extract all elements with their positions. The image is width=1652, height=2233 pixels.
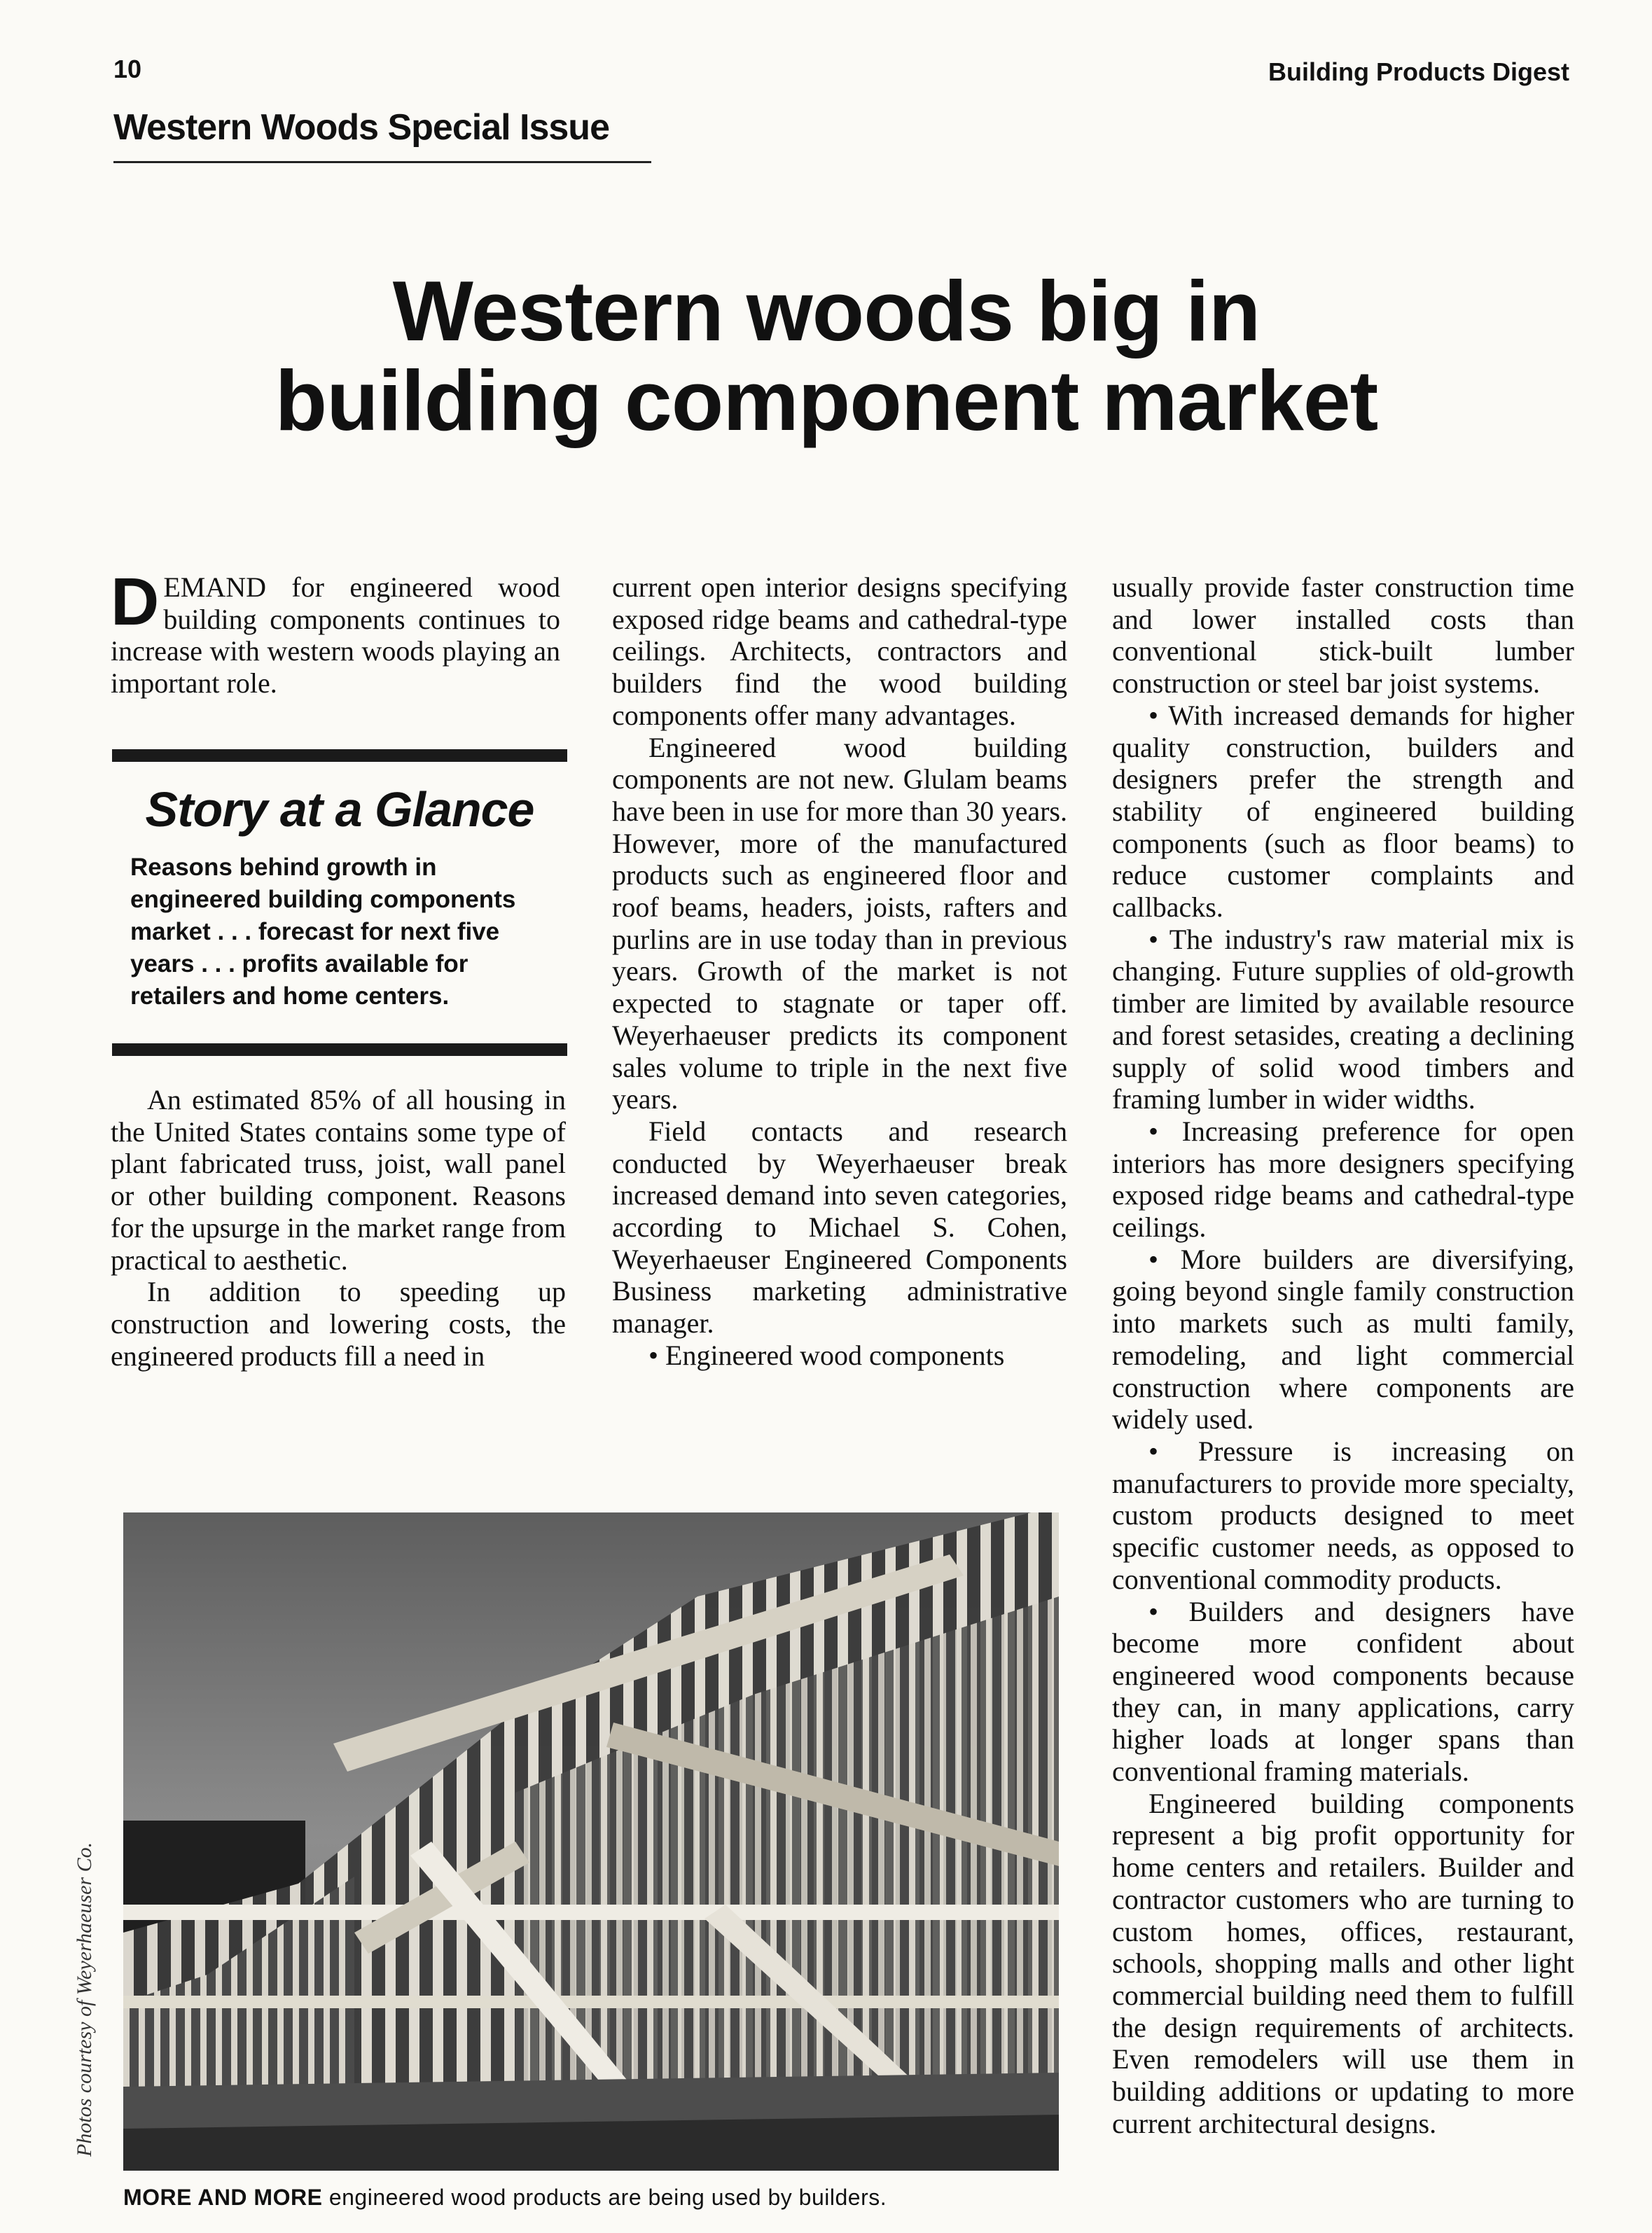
glance-top-bar (112, 749, 567, 762)
caption-lead: MORE AND MORE (123, 2185, 323, 2210)
paragraph: Engineered wood building components are not new. Glulam beams have been in use for more than 30 years. However, more of the manufactured products such as engineered floor and roof beams, headers, joists, rafters and purlins are in use today than in previous years. Growth of the market is not expected to stagnate or taper off. Weyerhaeuser predicts its component sales volume to triple in the next five years. (612, 731, 1067, 1115)
glance-bottom-bar (112, 1043, 567, 1056)
headline-line-2: building component market (275, 353, 1378, 448)
caption-text: engineered wood products are being used by builders. (322, 2185, 887, 2210)
paragraph: • Engineered wood components (648, 1339, 1005, 1371)
framing-photo (123, 1512, 1059, 2171)
paragraph: Engineered building components represent a big profit opportunity for home centers and retailers. Builder and contractor customers who are turning to custom homes, offices, restaurant, schools, shopping malls and other light commercial building need them to fulfill the design requirements of architects. Even remodelers will use them in building additions or updating to more current architectural designs. (1112, 1787, 1574, 2139)
intro-text: EMAND for engineered wood building components continues to increase with western woods playing an important role. (111, 571, 560, 700)
paragraph: • Increasing preference for open interiors has more designers specifying exposed ridge beams and cathedral-type ceilings. (1112, 1115, 1574, 1244)
column-2-body (612, 571, 1067, 1372)
photo-credit: Photos courtesy of Weyerhaeuser Co. (73, 1842, 96, 2157)
paragraph: • More builders are diversifying, going beyond single family construction into markets such as multi family, remodeling, and light commercial construction where components are widely used. (1112, 1243, 1574, 1435)
paragraph: • Builders and designers have become more confident about engineered wood components because they can, in many applications, carry higher loads at longer spans than conventional framing materials. (1112, 1595, 1574, 1788)
intro-paragraph (111, 564, 560, 700)
drop-cap: D (111, 564, 160, 639)
paragraph: • Pressure is increasing on manufacturers to provide more specialty, custom products designed to meet specific customer needs, as opposed to conventional commodity products. (1112, 1435, 1574, 1595)
paragraph: current open interior designs specifying exposed ridge beams and cathedral-type ceilings. Architects, contractors and builders find the wood building components offer many advantages. (612, 571, 1067, 731)
column-1-body (111, 1084, 566, 1372)
paragraph: usually provide faster construction time and lower installed costs than conventional stick-built lumber construction or steel bar joist systems. (1112, 571, 1574, 700)
headline-line-1: Western woods big in (392, 263, 1261, 359)
section-label: Western Woods Special Issue (113, 107, 609, 148)
story-at-a-glance-box (112, 749, 567, 1056)
publication-name: Building Products Digest (1268, 57, 1569, 86)
paragraph: Field contacts and research conducted by Weyerhaeuser break increased demand into seven categories, according to Michael S. Cohen, Weyerhaeuser Engineered Components Business marketing administrative manager. (612, 1115, 1067, 1340)
section-rule (113, 161, 651, 163)
headline (98, 263, 1555, 448)
paragraph: An estimated 85% of all housing in the United States contains some type of plant fabricated truss, joist, wall panel or other building component. Reasons for the upsurge in the market range from practical to aesthetic. (111, 1084, 566, 1276)
column-3-body (1112, 571, 1574, 2139)
paragraph: • With increased demands for higher quality construction, builders and designers prefer the strength and stability of engineered building components (such as floor beams) to reduce customer complaints and callbacks. (1112, 699, 1574, 924)
paragraph: In addition to speeding up construction and lowering costs, the engineered products fill a need in (111, 1276, 566, 1372)
paragraph: • The industry's raw material mix is changing. Future supplies of old-growth timber are limited by available resource and forest setasides, creating a declining supply of solid wood timbers and framing lumber in wider widths. (1112, 923, 1574, 1115)
glance-title: Story at a Glance (145, 782, 534, 837)
page-number: 10 (113, 55, 142, 83)
photo-caption (123, 2185, 887, 2211)
framing-photo-illustration (123, 1512, 1059, 2171)
glance-text: Reasons behind growth in engineered building components market . . . forecast for next five years . . . profits available for retailers and home centers. (130, 854, 516, 1010)
